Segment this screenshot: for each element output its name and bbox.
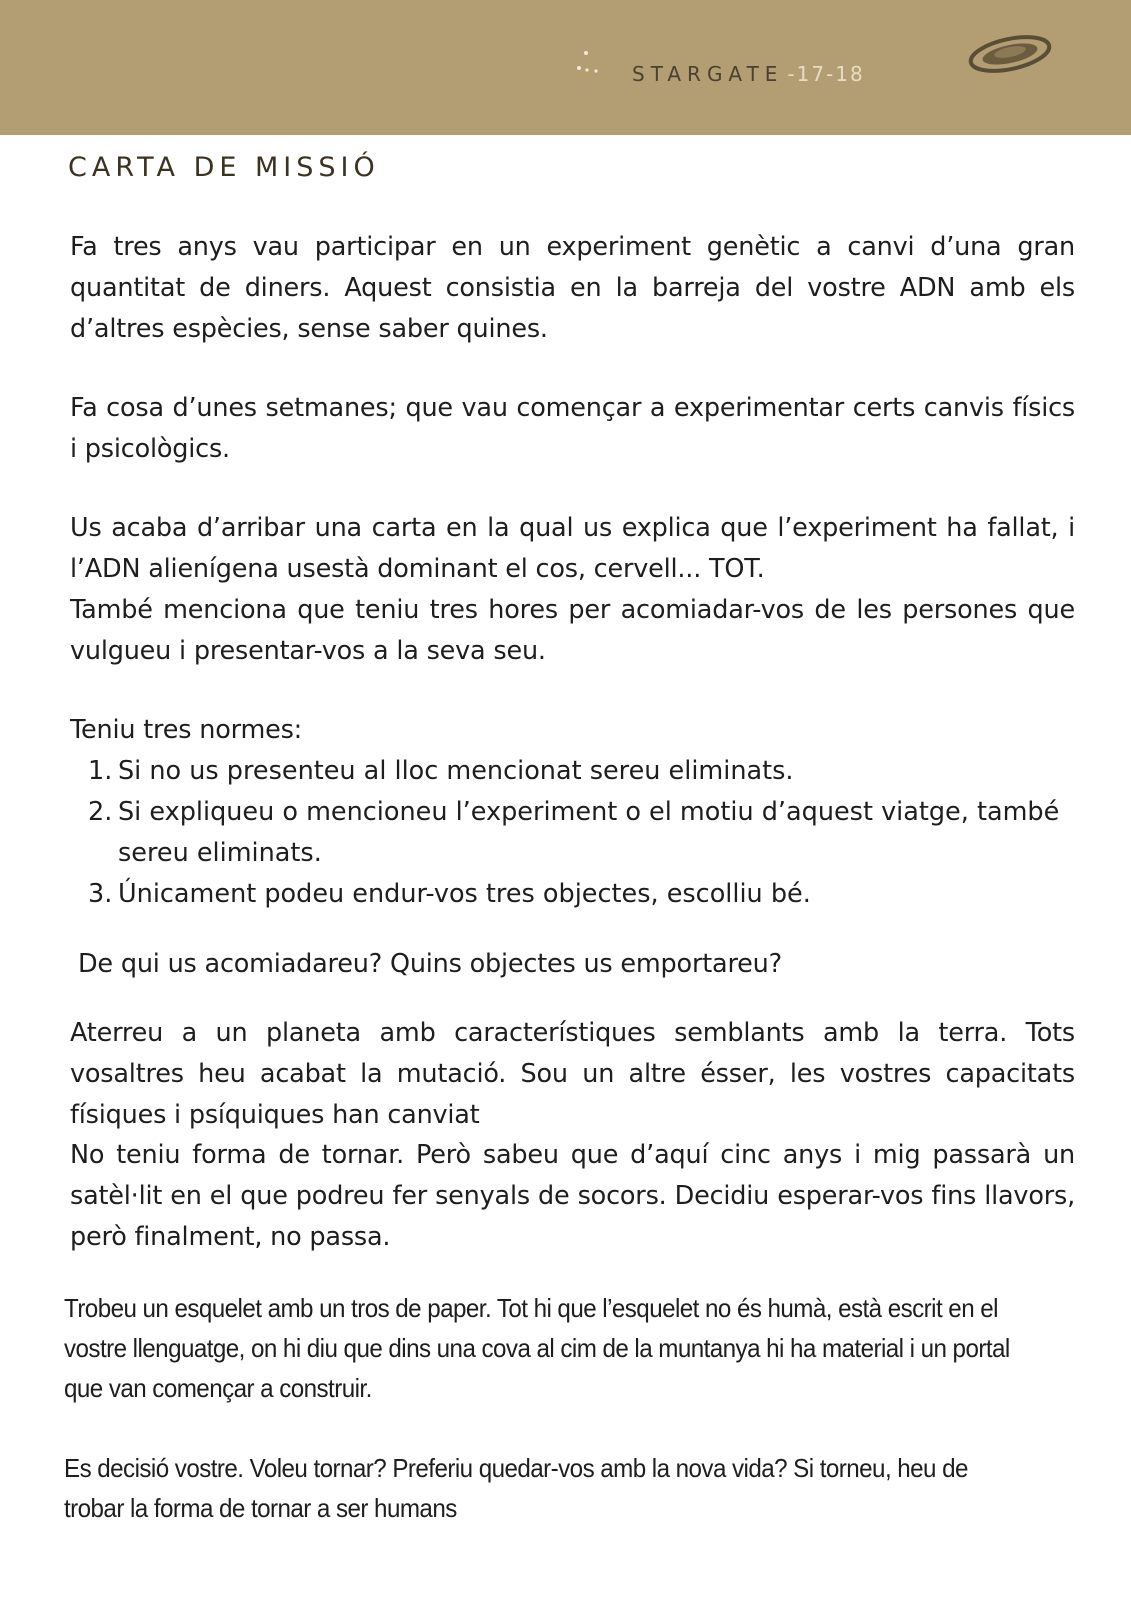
rule-number: 3. [88,879,113,909]
brand-wordmark [632,62,865,86]
paragraph-1: Fa tres anys vau participar en un experiment genètic a canvi d’una gran quantitat de diners. Aquest consistia en la barreja del vostre ADN amb els d’altres espècies, sense saber quines. [70,232,1075,344]
paragraph-4b: No teniu forma de tornar. Però sabeu que d’aquí cinc anys i mig passarà un satèl·lit en el que podreu fer senyals de socors. Decidiu esperar-vos fins llavors, però finalment, no passa. [70,1140,1075,1252]
paragraph-5: Trobeu un esquelet amb un tros de paper. Tot hi que l’esquelet no és humà, està escrit en el vostre llenguatge, on hi diu que dins una cova al cim de la muntanya hi ha material i un portal que van començar a construir. [64,1293,1010,1403]
rule-number: 2. [88,797,113,827]
question: De qui us acomiadareu? Quins objectes us emportareu? [78,949,782,979]
document-title: CARTA DE MISSIÓ [68,152,380,183]
paragraph-3b: També menciona que teniu tres hores per acomiadar-vos de les persones que vulgueu i presentar-vos a la seva seu. [70,595,1075,666]
paragraph-3a: Us acaba d’arribar una carta en la qual us explica que l’experiment ha fallat, i l’ADN alienígena usestà dominant el cos, cervell... TOT. [70,513,1075,584]
rule-item [88,751,1073,792]
stars-icon [575,48,615,78]
header-banner [0,0,1131,135]
rule-number: 1. [88,756,113,786]
rule-item [88,792,1073,874]
paragraph-4a: Aterreu a un planeta amb característiques semblants amb la terra. Tots vosaltres heu acabat la mutació. Sou un altre ésser, les vostres capacitats físiques i psíquiques han canviat [70,1018,1075,1130]
brand-year: -17-18 [787,62,865,86]
rule-text: Únicament podeu endur-vos tres objectes, escolliu bé. [118,879,811,909]
rule-text: Si expliqueu o mencioneu l’experiment o el motiu d’aquest viatge, també sereu eliminats. [118,797,1060,868]
paragraph-6: Es decisió vostre. Voleu tornar? Preferiu quedar-vos amb la nova vida? Si torneu, heu de trobar la forma de tornar a ser humans [64,1453,968,1523]
brand-name: STARGATE [632,62,784,86]
rule-text: Si no us presenteu al lloc mencionat sereu eliminats. [118,756,794,786]
rules-list [88,751,1073,915]
rules-intro: Teniu tres normes: [70,715,303,745]
stargate-logo-icon [965,30,1055,75]
paragraph-2: Fa cosa d’unes setmanes; que vau començar a experimentar certs canvis físics i psicològics. [70,393,1075,464]
rule-item [88,874,1073,915]
